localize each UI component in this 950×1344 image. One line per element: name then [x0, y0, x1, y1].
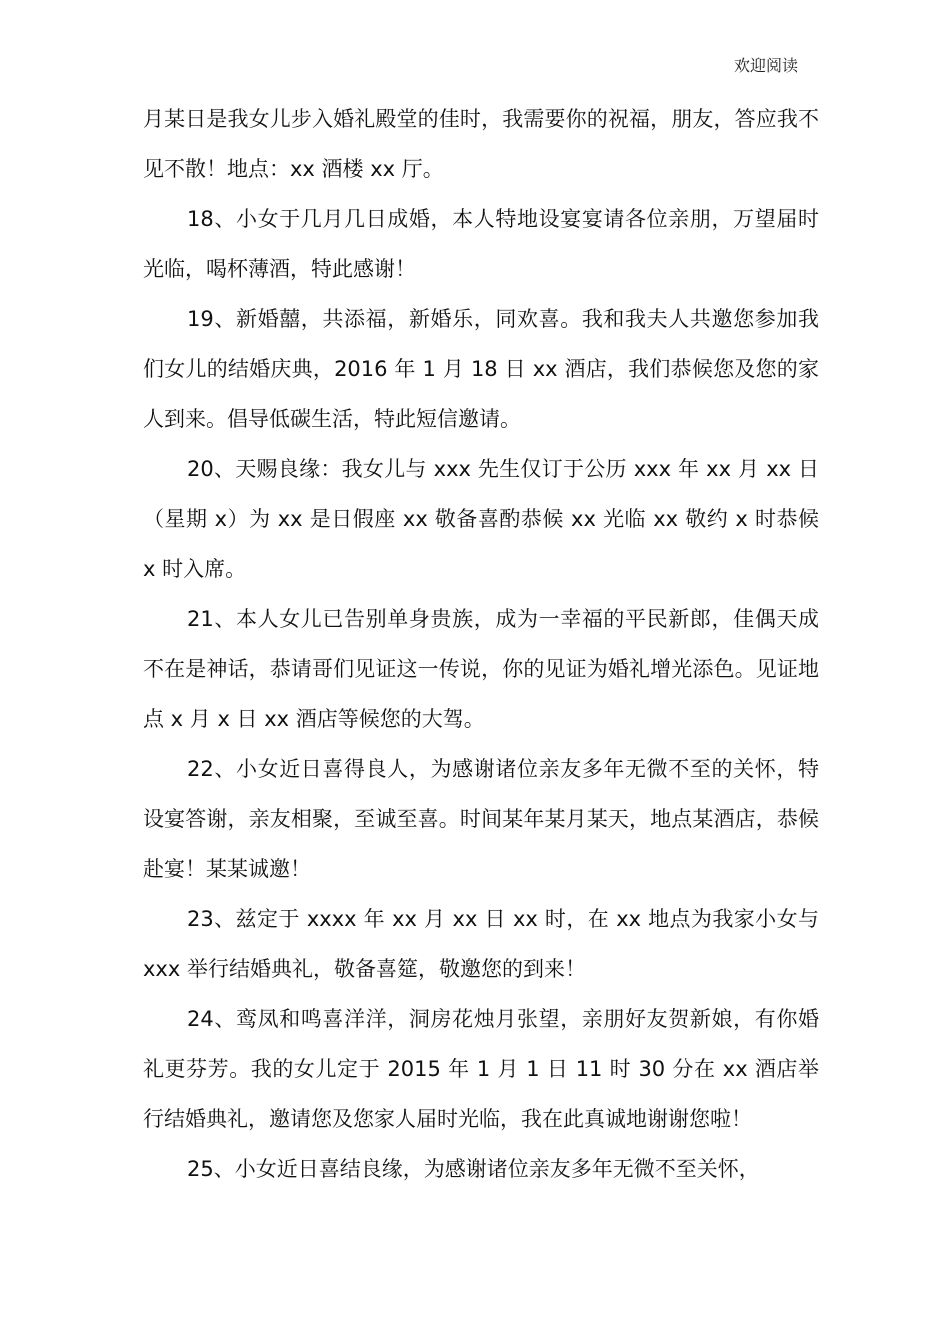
paragraph: 25、小女近日喜结良缘，为感谢诸位亲友多年无微不至关怀， [187, 1157, 760, 1181]
paragraph: 22、小女近日喜得良人，为感谢诸位亲友多年无微不至的关怀，特设宴答谢，亲友相聚，至诚至喜。时间某年某月某天，地点某酒店，恭候赴宴！某某诚邀！ [143, 757, 819, 881]
document-body [143, 94, 819, 1194]
paragraph: 20、天赐良缘：我女儿与 xxx 先生仅订于公历 xxx 年 xx 月 xx 日（星期 x）为 xx 是日假座 xx 敬备喜酌恭候 xx 光临 xx 敬约 x 时恭候 x 时入席。 [143, 457, 819, 581]
paragraph: 月某日是我女儿步入婚礼殿堂的佳时，我需要你的祝福，朋友，答应我不见不散！地点：xx 酒楼 xx 厅。 [143, 107, 819, 181]
paragraph: 23、兹定于 xxxx 年 xx 月 xx 日 xx 时，在 xx 地点为我家小女与 xxx 举行结婚典礼，敬备喜筵，敬邀您的到来！ [143, 907, 819, 981]
paragraph: 18、小女于几月几日成婚，本人特地设宴宴请各位亲朋，万望届时光临，喝杯薄酒，特此感谢！ [143, 207, 819, 281]
paragraph: 19、新婚囍，共添福，新婚乐，同欢喜。我和我夫人共邀您参加我们女儿的结婚庆典，2016 年 1 月 18 日 xx 酒店，我们恭候您及您的家人到来。倡导低碳生活，特此短信邀请。 [143, 307, 819, 431]
page-header: 欢迎阅读 [733, 56, 798, 75]
paragraph: 21、本人女儿已告别单身贵族，成为一幸福的平民新郎，佳偶天成不在是神话，恭请哥们见证这一传说，你的见证为婚礼增光添色。见证地点 x 月 x 日 xx 酒店等候您的大驾。 [143, 607, 819, 731]
paragraph: 24、鸾凤和鸣喜洋洋，洞房花烛月张望，亲朋好友贺新娘，有你婚礼更芬芳。我的女儿定于 2015 年 1 月 1 日 11 时 30 分在 xx 酒店举行结婚典礼，邀请您及您家人届时光临，我在此真诚地谢谢您啦！ [143, 1007, 819, 1131]
